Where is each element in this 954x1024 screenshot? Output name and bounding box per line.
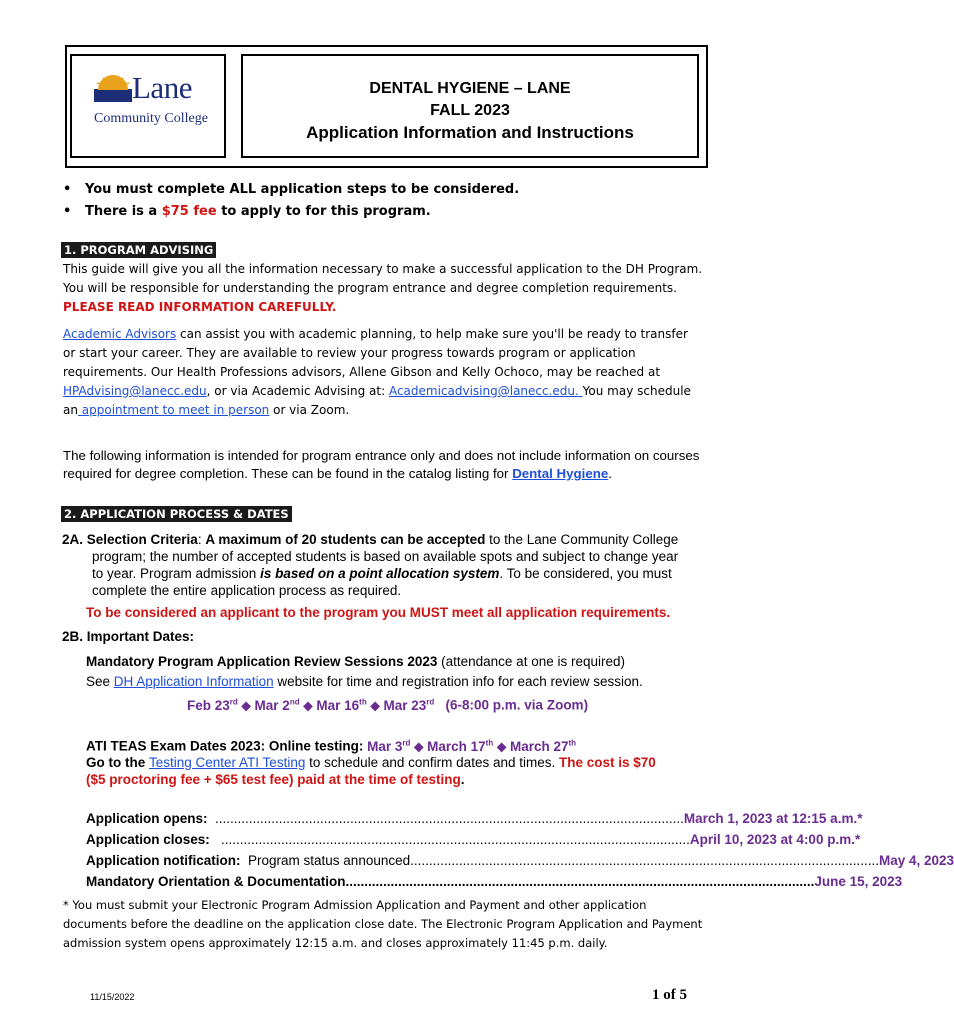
- session-date: Mar 16th: [316, 697, 367, 713]
- review-sessions-title: Mandatory Program Application Review Sessions 2023 (attendance at one is required): [86, 654, 625, 669]
- title-line-1: DENTAL HYGIENE – LANE: [369, 80, 571, 97]
- review-session-dates: [187, 693, 588, 715]
- footer-date: 11/15/2022: [90, 992, 135, 1002]
- ati-teas-dates: ATI TEAS Exam Dates 2023: Online testing: Mar 3rd ◆ March 17th ◆ March 27th: [86, 738, 577, 754]
- hpadvising-email-link[interactable]: HPAdvising@lanecc.edu: [63, 384, 207, 398]
- session-date: Mar 2nd: [254, 697, 300, 713]
- selection-criteria-line-3: to year. Program admission is based on a point allocation system. To be considered, you must: [92, 566, 672, 581]
- mandatory-orientation-row: Mandatory Orientation & Documentation ............................................................................................................................. June 15, 2023: [86, 874, 903, 889]
- diamond-icon: ◆: [496, 739, 507, 754]
- advising-paragraph-3: The following information is intended for program entrance only and does not include information on courses required for degree completion. These can be found in the catalog listing for Dental Hygiene.: [63, 448, 700, 481]
- academic-advisors-link[interactable]: Academic Advisors: [63, 327, 177, 341]
- advising-paragraph-1: This guide will give you all the information necessary to make a successful application to the DH Program. You will be responsible for understanding the program entrance and degree completion requirements. PLEASE READ INFORMATION CAREFULLY.: [63, 262, 703, 314]
- section-heading-application-process: 2. APPLICATION PROCESS & DATES: [61, 506, 292, 522]
- review-sessions-see: See DH Application Information website for time and registration info for each review session.: [86, 674, 643, 689]
- requirements-warning: To be considered an applicant to the program you MUST meet all application requirements.: [86, 605, 671, 620]
- dental-hygiene-catalog-link[interactable]: Dental Hygiene: [512, 466, 609, 481]
- footnote: * You must submit your Electronic Program Admission Application and Payment and other application documents before the deadline on the application close date. The Electronic Program Application and Payment admission system opens approximately 12:15 a.m. and closes approximately 11:45 p.m. daily.: [63, 898, 703, 950]
- sunrise-logo-icon: [94, 76, 132, 102]
- application-notification-row: Application notification: Program status announced ............................................................................................................................. May 4, 2023: [86, 853, 954, 868]
- advising-paragraph-2: Academic Advisors can assist you with academic planning, to help make sure you'll be ready to transfer or start your career. They are available to review your progress towards program or application requirements. Our Health Professions advisors, Allene Gibson and Kelly Ochoco, may be reached at HPAdvising@lanecc.edu, or via Academic Advising at: Academicadvising@lanecc.edu. You may schedule an appointment to meet in person or via Zoom.: [63, 327, 691, 417]
- title-line-2: FALL 2023: [430, 102, 510, 119]
- academic-advising-email-link[interactable]: Academicadvising@lanecc.edu.: [388, 384, 583, 398]
- ati-date: March 17th: [427, 738, 494, 754]
- fee-amount: $75 fee: [161, 204, 217, 219]
- diamond-icon: ◆: [414, 739, 424, 754]
- appointment-link[interactable]: appointment to meet in person: [77, 403, 270, 417]
- selection-criteria-line-1: 2A. Selection Criteria: A maximum of 20 students can be accepted to the Lane Community College: [62, 532, 679, 547]
- bullet-fee: • There is a $75 fee to apply to for this program.: [63, 204, 431, 219]
- bullet-text: You must complete ALL application steps to be considered.: [85, 182, 520, 197]
- ati-date: March 27th: [509, 738, 577, 754]
- logo-lane-text: Lane: [132, 70, 192, 105]
- important-dates-label: 2B. Important Dates:: [62, 629, 195, 644]
- diamond-icon: ◆: [241, 698, 251, 713]
- bullet-text: to apply to for this program.: [216, 204, 431, 219]
- testing-center-line-2: ($5 proctoring fee + $65 test fee) paid at the time of testing.: [86, 772, 465, 787]
- testing-center-ati-link[interactable]: Testing Center ATI Testing: [149, 755, 306, 770]
- selection-criteria-line-2: program; the number of accepted students is based on available spots and subject to change year: [92, 549, 679, 564]
- dh-application-information-link[interactable]: DH Application Information: [113, 674, 274, 689]
- page-number: 1 of 5: [652, 987, 687, 1003]
- logo-college-text: Community College: [94, 111, 208, 126]
- application-opens-row: Application opens: ............................................................................................................................. March 1, 2023 at 12:15 a.m.*: [86, 811, 863, 826]
- title-line-3: Application Information and Instructions: [306, 123, 634, 142]
- session-date: Feb 23rd: [187, 697, 238, 713]
- selection-criteria-line-4: complete the entire application process as required.: [92, 583, 402, 598]
- diamond-icon: ◆: [303, 698, 313, 713]
- section-heading-program-advising: 1. PROGRAM ADVISING: [61, 242, 216, 258]
- session-date: Mar 23rd: [383, 697, 435, 713]
- logo-box: [70, 54, 226, 158]
- header-box: [65, 45, 708, 168]
- title-box: [241, 54, 699, 158]
- session-time: (6-8:00 p.m. via Zoom): [445, 697, 589, 713]
- diamond-icon: ◆: [370, 698, 380, 713]
- bullet-text: There is a: [85, 204, 162, 219]
- testing-center-line-1: Go to the Testing Center ATI Testing to schedule and confirm dates and times. The cost is $70: [86, 755, 656, 770]
- application-closes-row: Application closes: ............................................................................................................................. April 10, 2023 at 4:00 p.m.*: [86, 832, 861, 847]
- read-carefully-note: PLEASE READ INFORMATION CAREFULLY.: [63, 300, 337, 314]
- ati-date: Mar 3rd: [367, 738, 411, 754]
- bullet-complete-steps: • You must complete ALL application steps to be considered.: [63, 182, 520, 197]
